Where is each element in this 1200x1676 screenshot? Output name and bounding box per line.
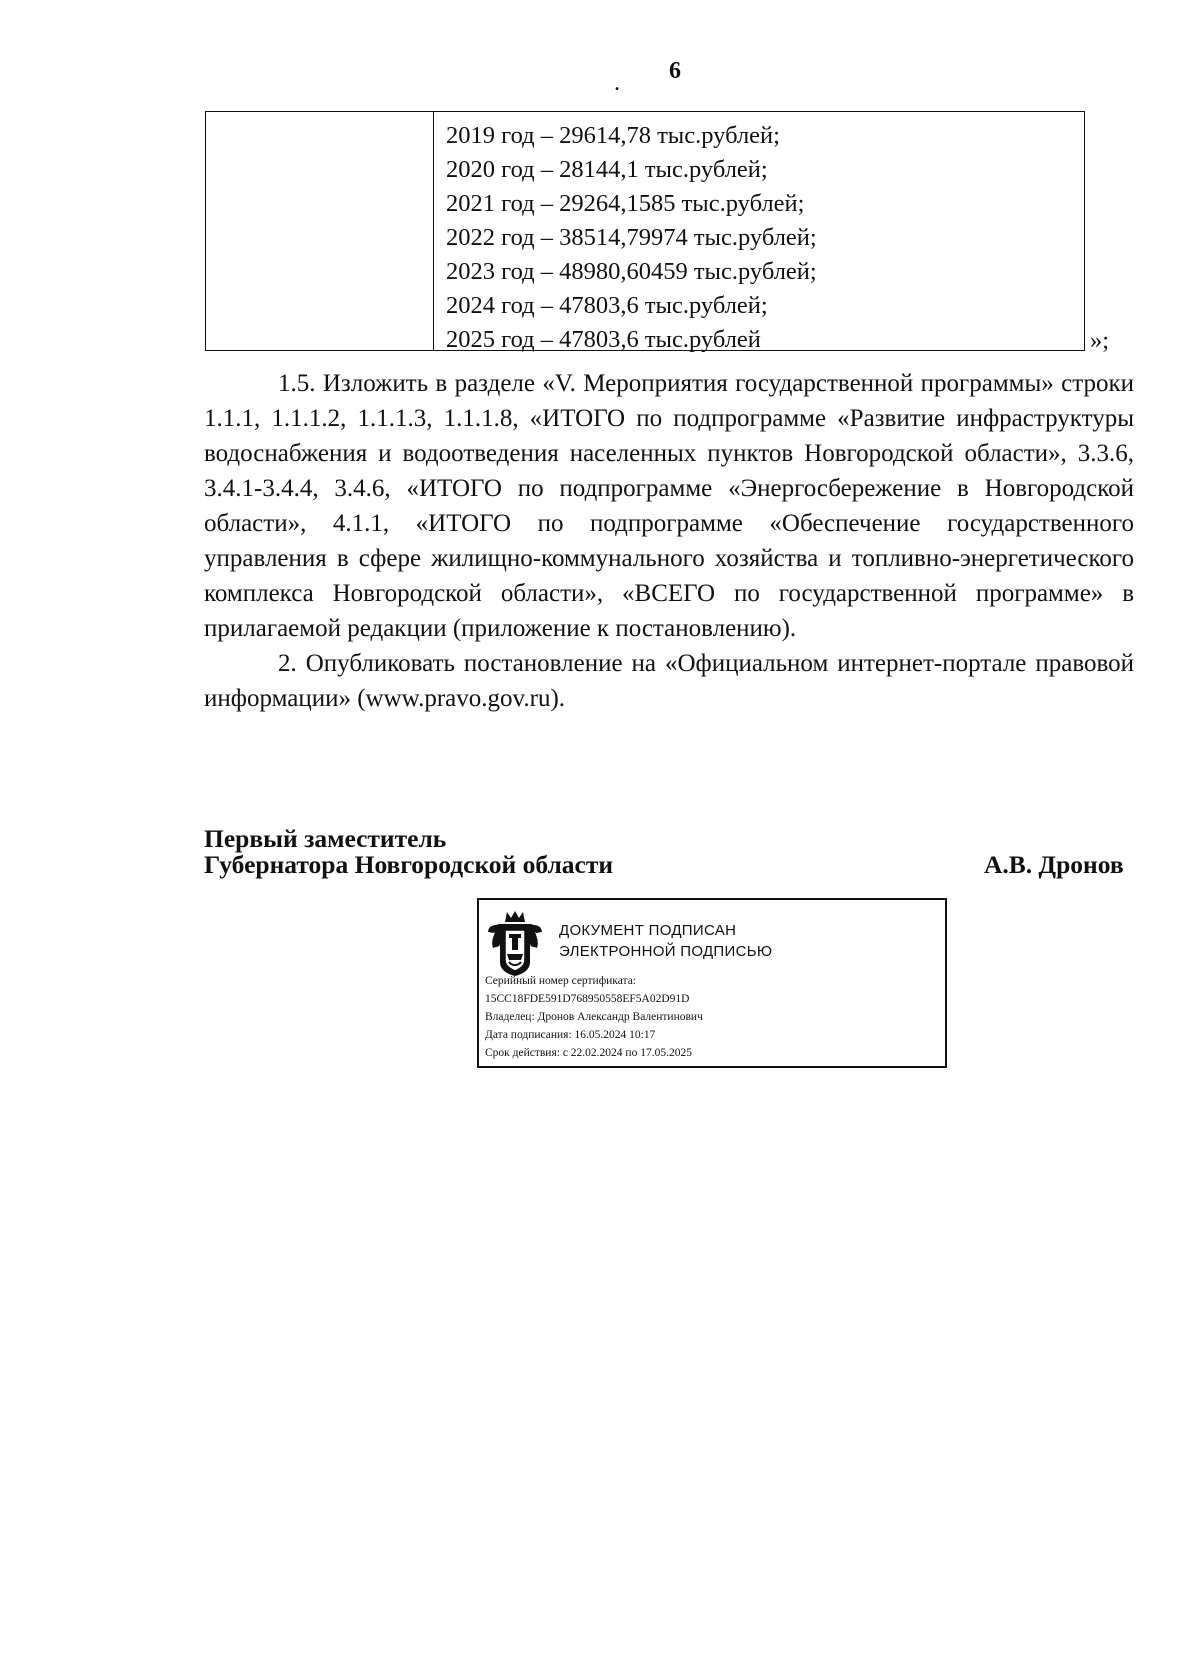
cert-number: 15CC18FDE591D768950558EF5A02D91D: [485, 993, 690, 1005]
funding-row: 2023 год – 48980,60459 тыс.рублей;: [446, 258, 817, 285]
signer-name: А.В. Дронов: [984, 850, 1124, 879]
paragraph-2: 2. Опубликовать постановление на «Официальном интернет-портале правовой информации» (www.pravo.gov.ru).: [204, 650, 1134, 712]
coat-of-arms-icon: [485, 908, 545, 978]
signer-position: [204, 826, 613, 878]
cert-owner: Владелец: Дронов Александр Валентинович: [485, 1011, 703, 1023]
stamp-title-line1: ДОКУМЕНТ ПОДПИСАН: [559, 922, 737, 939]
electronic-signature-stamp: [477, 898, 947, 1068]
signer-position-line1: Первый заместитель: [204, 824, 447, 853]
cert-validity: Срок действия: с 22.02.2024 по 17.05.2025: [485, 1047, 692, 1059]
stamp-title: [559, 920, 772, 962]
paragraph-1-5: 1.5. Изложить в разделе «V. Мероприятия государственной программы» строки 1.1.1, 1.1.1.2, 1.1.1.3, 1.1.1.8, «ИТОГО по подпрограмме «Развитие инфраструктуры водоснабжения и водоотведения населенных пунктов Новгородской области», 3.3.6, 3.4.1-3.4.4, 3.4.6, «ИТОГО по подпрограмме «Энергосбережение в Новгородской области», 4.1.1, «ИТОГО по подпрограмме «Обеспечение государственного управления в сфере жилищно-коммунального хозяйства и топливно-энергетического комплекса Новгородской области», «ВСЕГО по государственной программе» в прилагаемой редакции (приложение к постановлению).: [204, 370, 1134, 642]
signer-position-line2: Губернатора Новгородской области: [204, 850, 614, 879]
funding-row: 2020 год – 28144,1 тыс.рублей;: [446, 156, 768, 183]
funding-row: 2021 год – 29264,1585 тыс.рублей;: [446, 190, 805, 217]
funding-table-values-cell: [434, 112, 817, 353]
funding-row: 2019 год – 29614,78 тыс.рублей;: [446, 122, 780, 149]
cert-label: Серийный номер сертификата:: [485, 975, 636, 987]
stamp-title-line2: ЭЛЕКТРОННОЙ ПОДПИСЬЮ: [559, 943, 773, 960]
funding-row: 2022 год – 38514,79974 тыс.рублей;: [446, 224, 817, 251]
table-closing-quote: »;: [1090, 327, 1110, 354]
funding-row: 2025 год – 47803,6 тыс.рублей: [446, 326, 761, 353]
funding-row: 2024 год – 47803,6 тыс.рублей;: [446, 292, 768, 319]
body-text: [204, 366, 1134, 716]
page-number: 6: [669, 58, 681, 84]
scan-dot: .: [614, 70, 620, 96]
signed-date: Дата подписания: 16.05.2024 10:17: [485, 1029, 656, 1041]
stamp-details: [485, 972, 703, 1062]
funding-table-label-cell: [206, 112, 434, 350]
funding-table: [205, 111, 1085, 351]
